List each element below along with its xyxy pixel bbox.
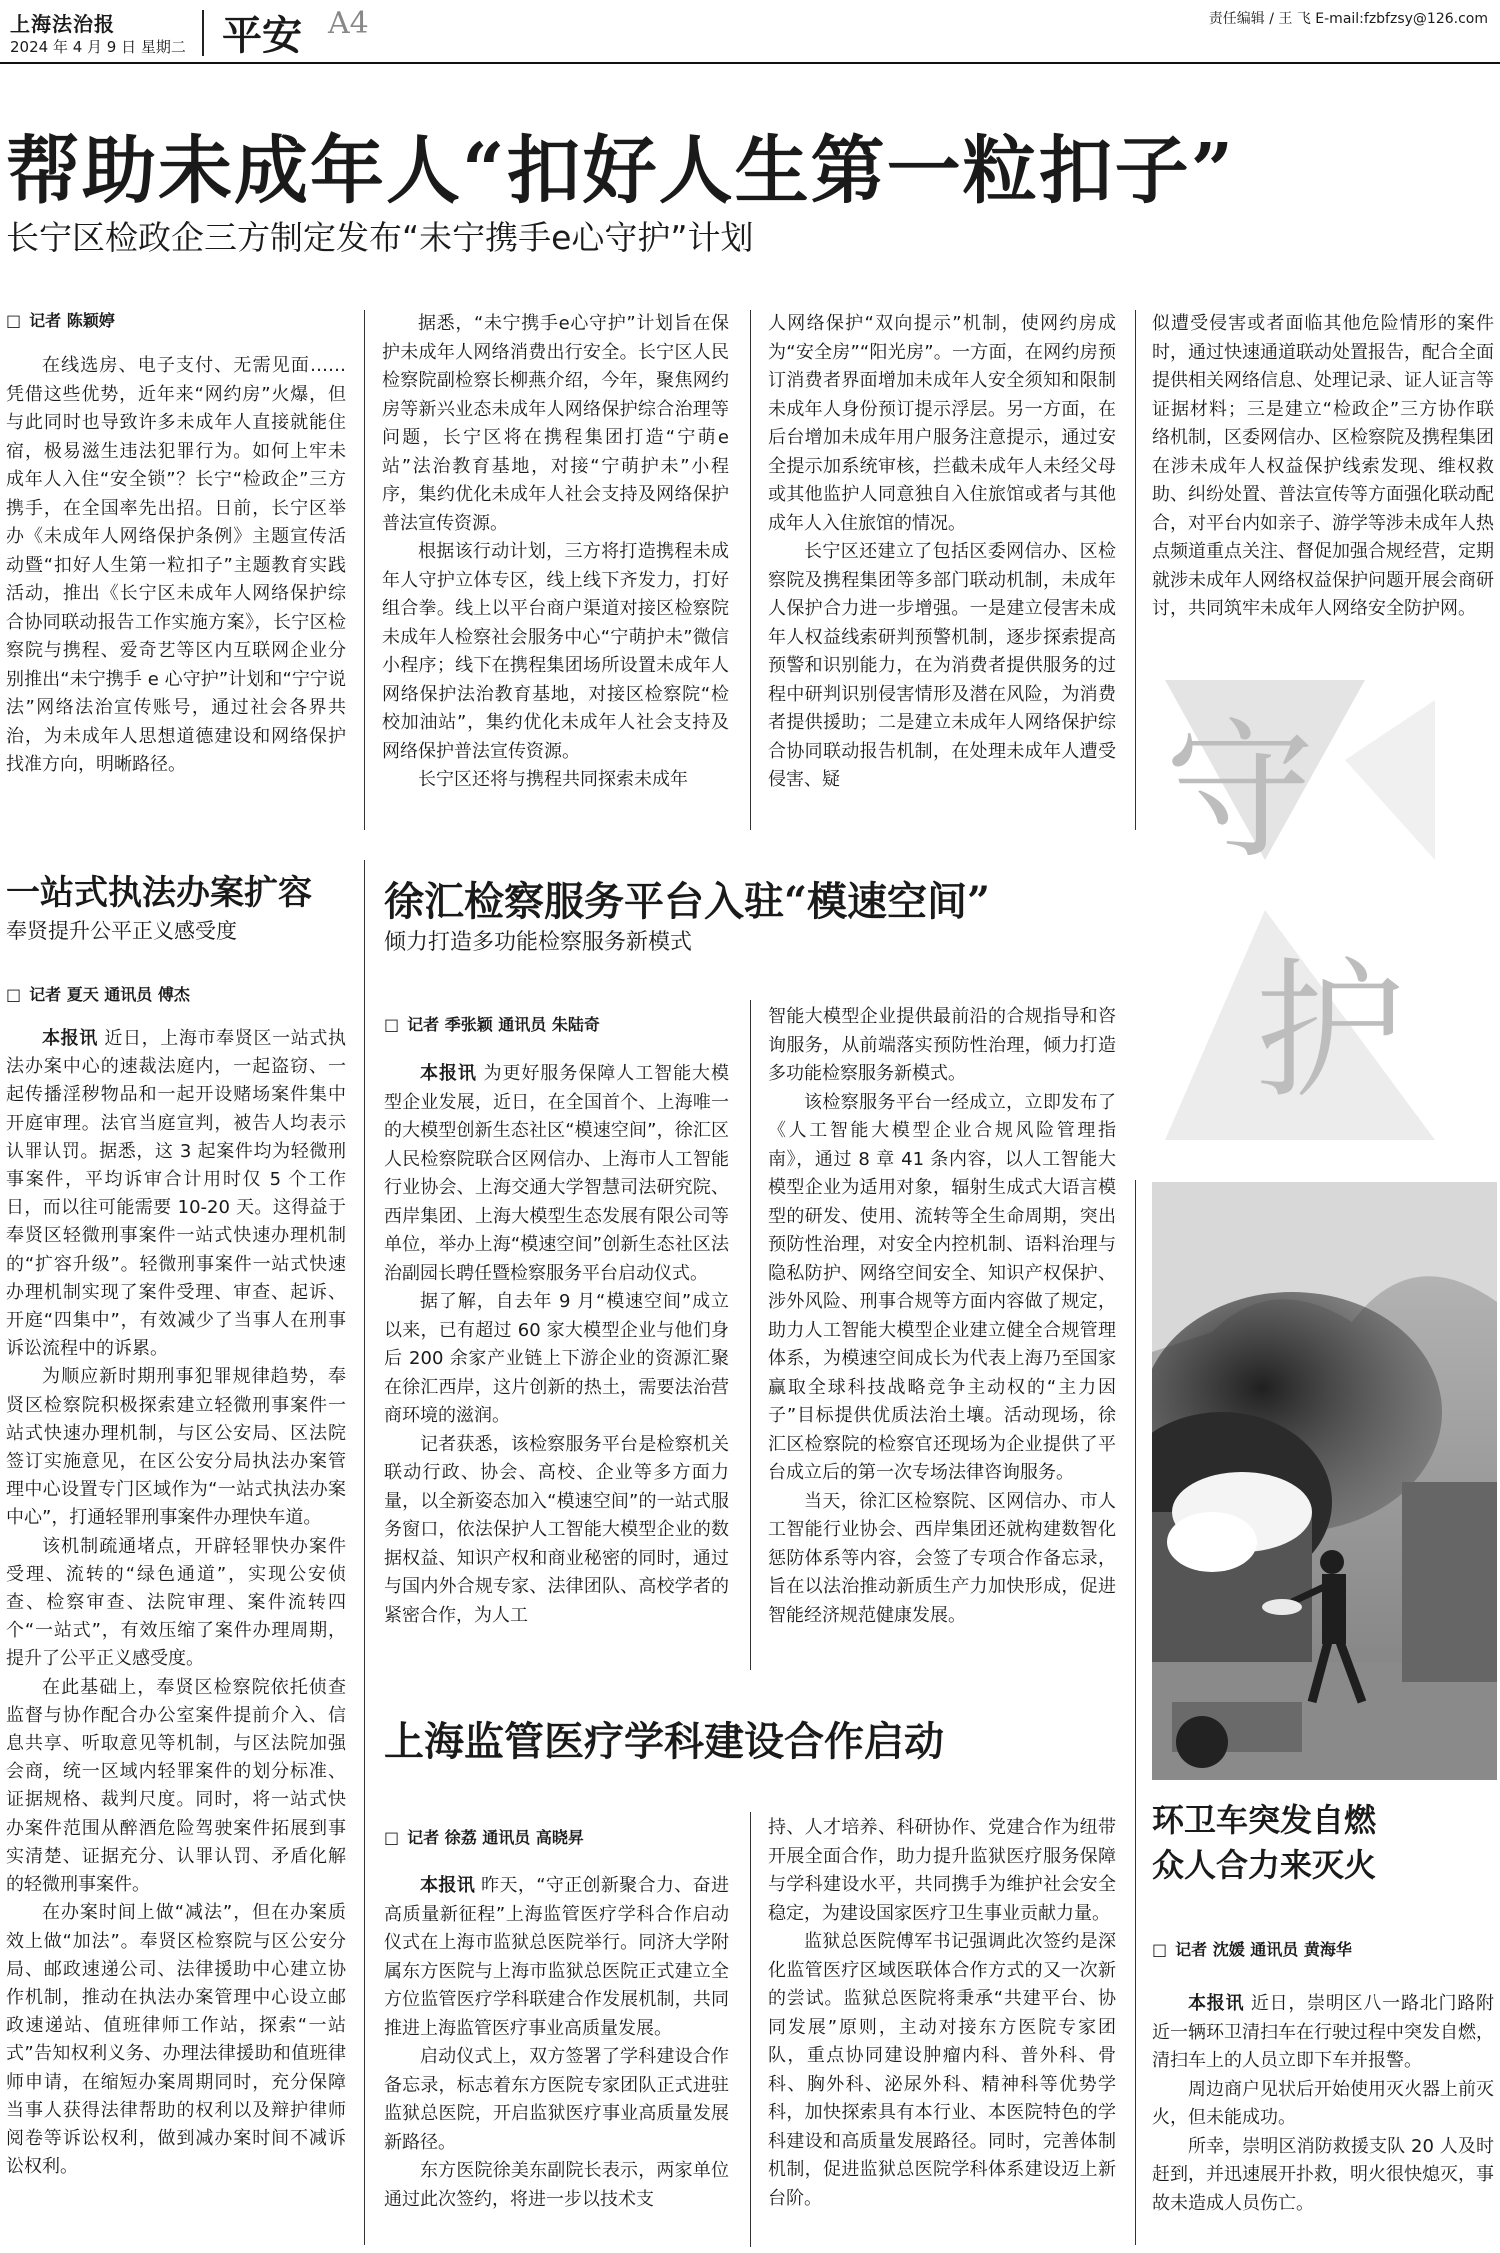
main-headline: 帮助未成年人“扣好人生第一粒扣子” <box>6 128 1236 214</box>
main-paragraph: 人网络保护“双向提示”机制，使网约房成为“安全房”“阳光房”。一方面，在网约房预订消费者界面增加未成年人安全须知和限制未成年人身份预订提示浮层。另一方面，在后台增加未成年用户服务注意提示，通过安全提示加系统审核，拦截未成年人未经父母或其他监护人同意独自入住旅馆或者与其他成年人入住旅馆的情况。 <box>768 313 1116 534</box>
main-byline: □ 记者 陈颖婷 <box>6 308 115 331</box>
deco-char-shou: 守 <box>1165 705 1316 879</box>
fire-photo-illustration <box>1152 1182 1497 1780</box>
fire-paragraph: 周边商户见状后开始使用灭火器上前灭火，但未能成功。 <box>1152 2078 1494 2128</box>
fengxian-byline: □ 记者 夏天 通讯员 傅杰 <box>6 982 190 1005</box>
dateline: 本报讯 <box>1188 1993 1245 2014</box>
paper-name: 上海法治报 <box>10 12 115 36</box>
xuhui-byline: □ 记者 季张颖 通讯员 朱陆奇 <box>384 1012 600 1035</box>
fire-paragraph: 所幸，崇明区消防救援支队 20 人及时赶到，并迅速展开扑救，明火很快熄灭，事故未造成人员伤亡。 <box>1152 2135 1494 2214</box>
section-name: 平安 <box>222 12 302 59</box>
xuhui-headline: 徐汇检察服务平台入驻“模速空间” <box>384 878 991 925</box>
dateline: 本报讯 <box>420 1875 476 1896</box>
editor-credit: 责任编辑 / 王 飞 E-mail:fzbfzsy@126.com <box>1208 11 1488 27</box>
xuhui-paragraph: 该检察服务平台一经成立，立即发布了《人工智能大模型企业合规风险管理指南》，通过 8 章 41 条内容，以人工智能大模型企业为适用对象，辐射生成式大语言模型的研发、使用、流转等全生命周期，突出预防性治理，对安全内控机制、语料治理与隐私防护、网络空间安全、知识产权保护、涉外风险、刑事合规等方面内容做了规定，助力人工智能大模型企业建立健全合规管理体系，为模速空间成长为代表上海乃至国家赢取全球科技战略竞争主动权的“主力因子”目标提供优质法治土壤。活动现场，徐汇区检察院的检察官还现场为企业提供了平台成立后的第一次专场法律咨询服务。 <box>768 1091 1116 1483</box>
main-column-4 <box>1152 310 1494 624</box>
main-column-3 <box>768 310 1116 795</box>
xuhui-subheadline: 倾力打造多功能检察服务新模式 <box>384 930 693 955</box>
page-number: A4 <box>328 6 369 41</box>
dateline: 本报讯 <box>42 1028 98 1049</box>
column-rule <box>750 1000 751 1670</box>
fengxian-subheadline: 奉贤提升公平正义感受度 <box>6 919 237 943</box>
fengxian-paragraph: 在办案时间上做“减法”，但在办案质效上做“加法”。奉贤区检察院与区公安分局、邮政速递公司、法律援助中心建立协作机制，推动在执法办案管理中心设立邮政速递站、值班律师工作站，探索“一站式”告知权利义务、办理法律援助和值班律师申请，在缩短办案周期同时，充分保障当事人获得法律帮助的权利以及辩护律师阅卷等诉讼权利，做到减办案时间不减诉讼权利。 <box>6 1902 346 2178</box>
fire-body <box>1152 1990 1494 2218</box>
xuhui-paragraph: 智能大模型企业提供最前沿的合规指导和咨询服务，从前端落实预防性治理，倾力打造多功能检察服务新模式。 <box>768 1006 1116 1084</box>
prison-paragraph: 东方医院徐美东副院长表示，两家单位通过此次签约，将进一步以技术支 <box>384 2160 729 2210</box>
main-column-2 <box>382 310 729 795</box>
prison-paragraph: 昨天，“守正创新聚合力、奋进高质量新征程”上海监管医疗学科合作启动仪式在上海市监狱总医院举行。同济大学附属东方医院与上海市监狱总医院正式建立全方位监管医疗学科联建合作发展机制，共同推进上海监管医疗事业高质量发展。 <box>384 1875 730 2039</box>
fengxian-body <box>6 1025 346 2181</box>
xuhui-paragraph: 记者获悉，该检察服务平台是检察机关联动行政、协会、高校、企业等多方面力量，以全新姿态加入“模速空间”的一站式服务窗口，依法保护人工智能大模型企业的数据权益、知识产权和商业秘密的同时，通过与国内外合规专家、法律团队、高校学者的紧密合作，为人工 <box>384 1433 729 1626</box>
fengxian-headline: 一站式执法办案扩容 <box>6 873 312 913</box>
dateline: 本报讯 <box>420 1063 477 1084</box>
fire-headline-line-1: 环卫车突发自燃 <box>1152 1801 1377 1839</box>
fire-photo <box>1152 1182 1497 1780</box>
main-paragraph: 长宁区还建立了包括区委网信办、区检察院及携程集团等多部门联动机制，未成年人保护合力进一步增强。一是建立侵害未成年人权益线索研判预警机制，逐步探索提高预警和识别能力，在为消费者提供服务的过程中研判识别侵害情形及潜在风险，为消费者提供援助；二是建立未成年人网络保护综合协同联动报告机制，在处理未成年人遭受侵害、疑 <box>768 541 1116 790</box>
main-subheadline: 长宁区检政企三方制定发布“未宁携手e心守护”计划 <box>6 218 754 257</box>
fengxian-paragraph: 近日，上海市奉贤区一站式执法办案中心的速裁法庭内，一起盗窃、一起传播淫秽物品和一起开设赌场案件集中开庭审理。法官当庭宣判，被告人均表示认罪认罚。据悉，这 3 起案件均为轻微刑事案件，平均诉审合计用时仅 5 个工作日，而以往可能需要 10-20 天。这得益于奉贤区轻微刑事案件一站式快速办理机制的“扩容升级”。轻微刑事案件一站式快速办理机制实现了案件受理、审查、起诉、开庭“四集中”，有效减少了当事人在刑事诉讼流程中的诉累。 <box>6 1028 347 1360</box>
main-paragraph: 据悉，“未宁携手e心守护”计划旨在保护未成年人网络消费出行安全。长宁区人民检察院副检察长柳燕介绍，今年，聚焦网约房等新兴业态未成年人网络保护综合治理等问题，长宁区将在携程集团打造“宁萌e站”法治教育基地，对接“宁萌护未”小程序，集约优化未成年人社会支持及网络保护普法宣传资源。 <box>382 313 729 534</box>
prison-column-1 <box>384 1872 729 2214</box>
fire-headline-line-2: 众人合力来灭火 <box>1152 1846 1377 1884</box>
prison-paragraph: 持、人才培养、科研协作、党建合作为纽带开展全面合作，助力提升监狱医疗服务保障与学科建设水平，共同携手为维护社会安全稳定，为建设国家医疗卫生事业贡献力量。 <box>768 1817 1116 1924</box>
column-rule <box>364 860 365 2245</box>
xuhui-paragraph: 据了解，自去年 9 月“模速空间”成立以来，已有超过 60 家大模型企业与他们身后 200 余家产业链上下游企业的资源汇聚在徐汇西岸，这片创新的热土，需要法治营商环境的滋润。 <box>384 1291 729 1426</box>
xuhui-paragraph: 当天，徐汇区检察院、区网信办、市人工智能行业协会、西岸集团还就构建数智化惩防体系等内容，会签了专项合作备忘录，旨在以法治推动新质生产力加快形成，促进智能经济规范健康发展。 <box>768 1490 1116 1626</box>
xuhui-paragraph: 为更好服务保障人工智能大模型企业发展，近日，在全国首个、上海唯一的大模型创新生态社区“模速空间”，徐汇区人民检察院联合区网信办、上海市人工智能行业协会、上海交通大学智慧司法研究院、西岸集团、上海大模型生态发展有限公司等单位，举办上海“模速空间”创新生态社区法治副园长聘任暨检察服务平台启动仪式。 <box>384 1063 730 1284</box>
column-rule <box>1135 310 1136 830</box>
column-rule <box>364 310 365 830</box>
main-paragraph: 似遭受侵害或者面临其他危险情形的案件时，通过快速通道联动处置报告，配合全面提供相关网络信息、处理记录、证人证言等证据材料；三是建立“检政企”三方协作联络机制，区委网信办、区检察院及携程集团在涉未成年人权益保护线索发现、维权救助、纠纷处置、普法宣传等方面强化联动配合，对平台内如亲子、游学等涉未成年人热点频道重点关注、督促加强合规经营，定期就涉未成年人网络权益保护问题开展会商研讨，共同筑牢未成年人网络安全防护网。 <box>1152 313 1494 619</box>
prison-headline: 上海监管医疗学科建设合作启动 <box>384 1718 944 1765</box>
xuhui-column-1 <box>384 1060 729 1630</box>
issue-date: 2024 年 4 月 9 日 星期二 <box>10 38 186 56</box>
decorative-characters <box>1145 660 1445 1180</box>
fire-paragraph: 近日，崇明区八一路北门路附近一辆环卫清扫车在行驶过程中突发自燃，清扫车上的人员立即下车并报警。 <box>1152 1993 1495 2071</box>
column-rule <box>1135 1180 1136 2245</box>
fengxian-paragraph: 在此基础上，奉贤区检察院依托侦查监督与协作配合办公室案件提前介入、信息共享、听取意见等机制，与区法院加强会商，统一区域内轻罪案件的划分标准、证据规格、裁判尺度。同时，将一站式快办案件范围从醉酒危险驾驶案件拓展到事实清楚、证据充分、认罪认罚、矛盾化解的轻微刑事案件。 <box>6 1676 346 1896</box>
fire-byline: □ 记者 沈媛 通讯员 黄海华 <box>1152 1937 1352 1960</box>
column-rule <box>750 310 751 830</box>
main-paragraph: 长宁区还将与携程共同探索未成年 <box>418 769 688 790</box>
masthead-rule <box>0 62 1500 64</box>
column-rule <box>750 1812 751 2247</box>
xuhui-column-2 <box>768 1003 1116 1630</box>
main-column-1 <box>6 352 346 780</box>
fengxian-paragraph: 该机制疏通堵点，开辟轻罪快办案件受理、流转的“绿色通道”，实现公安侦查、检察审查、法院审理、案件流转四个“一站式”，有效压缩了案件办理周期，提升了公平正义感受度。 <box>6 1535 346 1670</box>
masthead-divider <box>202 10 204 56</box>
prison-paragraph: 启动仪式上，双方签署了学科建设合作备忘录，标志着东方医院专家团队正式进驻监狱总医院，开启监狱医疗事业高质量发展新路径。 <box>384 2046 729 2153</box>
deco-char-hu: 护 <box>1255 945 1406 1119</box>
prison-paragraph: 监狱总医院傅军书记强调此次签约是深化监管医疗区域医联体合作方式的又一次新的尝试。监狱总医院将秉承“共建平台、协同发展”原则，主动对接东方医院专家团队，重点协同建设肿瘤内科、普外科、骨科、胸外科、泌尿外科、精神科等优势学科，加快探索具有本行业、本医院特色的学科建设和高质量发展路径。同时，完善体制机制，促进监狱总医院学科体系建设迈上新台阶。 <box>768 1931 1116 2209</box>
main-paragraph: 在线选房、电子支付、无需见面……凭借这些优势，近年来“网约房”火爆，但与此同时也导致许多未成年人直接就能住宿，极易滋生违法犯罪行为。如何上牢未成年人入住“安全锁”？长宁“检政企”三方携手，在全国率先出招。日前，长宁区举办《未成年人网络保护条例》主题宣传活动暨“扣好人生第一粒扣子”主题教育实践活动，推出《长宁区未成年人网络保护综合协同联动报告工作实施方案》，长宁区检察院与携程、爱奇艺等区内互联网企业分别推出“未宁携手 e 心守护”计划和“宁宁说法”网络法治宣传账号，通过社会各界共治，为未成年人思想道德建设和网络保护找准方向，明晰路径。 <box>6 355 346 775</box>
main-paragraph: 根据该行动计划，三方将打造携程未成年人守护立体专区，线上线下齐发力，打好组合拳。线上以平台商户渠道对接区检察院未成年人检察社会服务中心“宁萌护未”微信小程序；线下在携程集团场所设置未成年人网络保护法治教育基地，对接区检察院“检校加油站”，集约优化未成年人社会支持及网络保护普法宣传资源。 <box>382 541 729 762</box>
fengxian-paragraph: 为顺应新时期刑事犯罪规律趋势，奉贤区检察院积极探索建立轻微刑事案件一站式快速办理机制，与区公安局、区法院签订实施意见，在区公安分局执法办案管理中心设置专门区域作为“一站式执法办案中心”，打通轻罪刑事案件办理快车道。 <box>6 1366 346 1529</box>
prison-column-2 <box>768 1814 1116 2213</box>
prison-byline: □ 记者 徐荔 通讯员 高晓昇 <box>384 1825 584 1848</box>
